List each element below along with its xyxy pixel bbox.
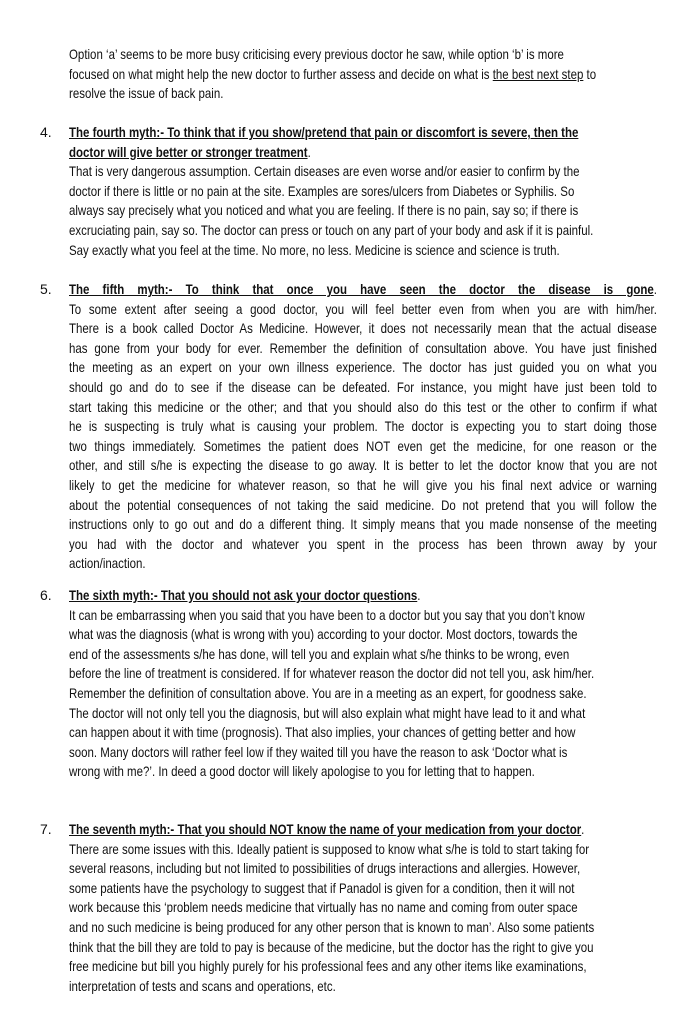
text-line: work because this ‘problem needs medicine that virtually has no name and coming from outer space [69,899,578,916]
text-line: and no such medicine is being produced for any other person that is known to man’. Also some patients [69,918,595,935]
list-number: 7. [40,821,52,837]
heading-text: The fourth myth:- To think that if you show/pretend that pain or discomfort is severe, then the [69,124,579,140]
text-line: can happen about it with time (prognosis). That also implies, your chances of getting better and how [69,724,576,741]
myth-section [40,280,657,574]
text-line: To some extent after seeing a good doctor, you will feel better even from when you are with him/her. [69,300,657,317]
text-line: end of the assessments s/he has done, will tell you and explain what s/he thinks to be wrong, even [69,645,570,662]
text-line: Option ‘a’ seems to be more busy criticising every previous doctor he saw, while option ‘b’ is more [69,46,564,62]
myth-heading [69,820,657,840]
text-line: always say precisely what you noticed and what you are feeling. If there is no pain, say so; if there is [69,202,579,219]
text-segment: to [583,65,597,82]
text-line: the meeting as an expert on your own illness experience. The doctor has just guided you on what you [69,359,657,376]
text-line: what was the diagnosis (what is wrong with you) according to your doctor. Most doctors, towards the [69,626,578,643]
text-line: you had with the doctor and whatever you spent in the process has been thrown away by your [69,535,657,552]
list-number: 5. [40,281,52,297]
text-line: doctor if there is little or no pain at the site. Examples are sores/ulcers from Diabetes or Syphilis. So [69,182,575,199]
myth-heading [69,123,657,143]
myth-heading [69,586,657,606]
intro-paragraph [69,45,657,104]
text-line: likely to get the medicine for whatever reason, so that he will give you his final next advice or warning [69,476,657,493]
heading-text: The seventh myth:- That you should NOT know the name of your medication from your doctor [69,821,582,837]
myth-section [40,586,657,782]
heading-period: . [581,821,585,837]
heading-text: doctor will give better or stronger treatment [69,143,308,160]
text-line: about the potential consequences of not taking the said medicine. Do not pretend that you will follow the [69,496,657,513]
text-line: wrong with me?’. In deed a good doctor will likely apologise to you for letting that to happen. [69,763,535,780]
myth-heading [69,280,657,300]
myth-section [40,123,657,260]
text-line: has gone from your body for ever. Remember the definition of consultation above. You have just finished [69,339,657,356]
myth-heading [69,143,657,163]
text-line: Remember the definition of consultation above. You are in a meeting as an expert, for goodness sake. [69,684,587,701]
text-line: excruciating pain, say so. The doctor can press or touch on any part of your body and ask if it is painful. [69,221,594,238]
text-line [69,65,657,85]
text-line: interpretation of tests and scans and operations, etc. [69,977,336,994]
text-line: The doctor will not only tell you the diagnosis, but will also explain what might have lead to it and what [69,704,586,721]
text-line: other, and still s/he is expecting the disease to go away. It is better to let the doctor know that you are not [69,457,657,474]
text-line: free medicine but bill you highly purely for his professional fees and any other items like examinations, [69,958,587,975]
text-line: action/inaction. [69,555,146,572]
heading-period: . [653,281,657,297]
list-number: 6. [40,587,52,603]
text-segment: focused on what might help the new doctor to further assess and decide on what is [69,65,493,82]
text-line: he is suspecting is truly what is causing your problem. The doctor is expecting you to start doing those [69,418,657,435]
heading-period: . [417,587,421,603]
text-line: Say exactly what you feel at the time. No more, no less. Medicine is science and science is truth. [69,241,560,258]
text-line: two things immediately. Sometimes the patient does NOT even get the medicine, for one reason or the [69,437,657,454]
underlined-phrase: the best next step [492,65,584,82]
myth-section [40,820,657,996]
text-line: should go and do to see if the disease can be defeated. For instance, you might have just been told to [69,378,657,395]
text-line: some patients have the psychology to suggest that if Panadol is given for a condition, then it will not [69,879,575,896]
text-line: That is very dangerous assumption. Certain diseases are even worse and/or easier to confirm by the [69,163,580,180]
text-line: soon. Many doctors will rather feel low if they waited till you have the reason to ask ‘Doctor what is [69,743,568,760]
list-number: 4. [40,124,52,140]
text-line: before the line of treatment is considered. If for whatever reason the doctor did not tell you, ask him/her. [69,665,595,682]
text-line: It can be embarrassing when you said that you have been to a doctor but you say that you don’t know [69,606,585,623]
text-line: start taking this medicine or the other; and that you should also do this test or the other to confirm if what [69,398,657,415]
heading-period: . [307,143,311,160]
text-line: think that the bill they are told to pay is because of the medicine, but the doctor has the right to give you [69,938,594,955]
text-line: resolve the issue of back pain. [69,85,224,102]
heading-text: The sixth myth:- That you should not ask your doctor questions [69,587,418,603]
heading-text: The fifth myth:- To think that once you have seen the doctor the disease is gone [69,281,654,297]
text-line: several reasons, including but not limited to possibilities of drugs interactions and allergies. However, [69,860,581,877]
text-line: instructions only to go out and do a different thing. It simply means that you made nonsense of the meeting [69,516,657,533]
text-line: There are some issues with this. Ideally patient is supposed to know what s/he is told to start taking for [69,840,590,857]
text-line: There is a book called Doctor As Medicine. However, it does not necessarily mean that the actual disease [69,320,657,337]
